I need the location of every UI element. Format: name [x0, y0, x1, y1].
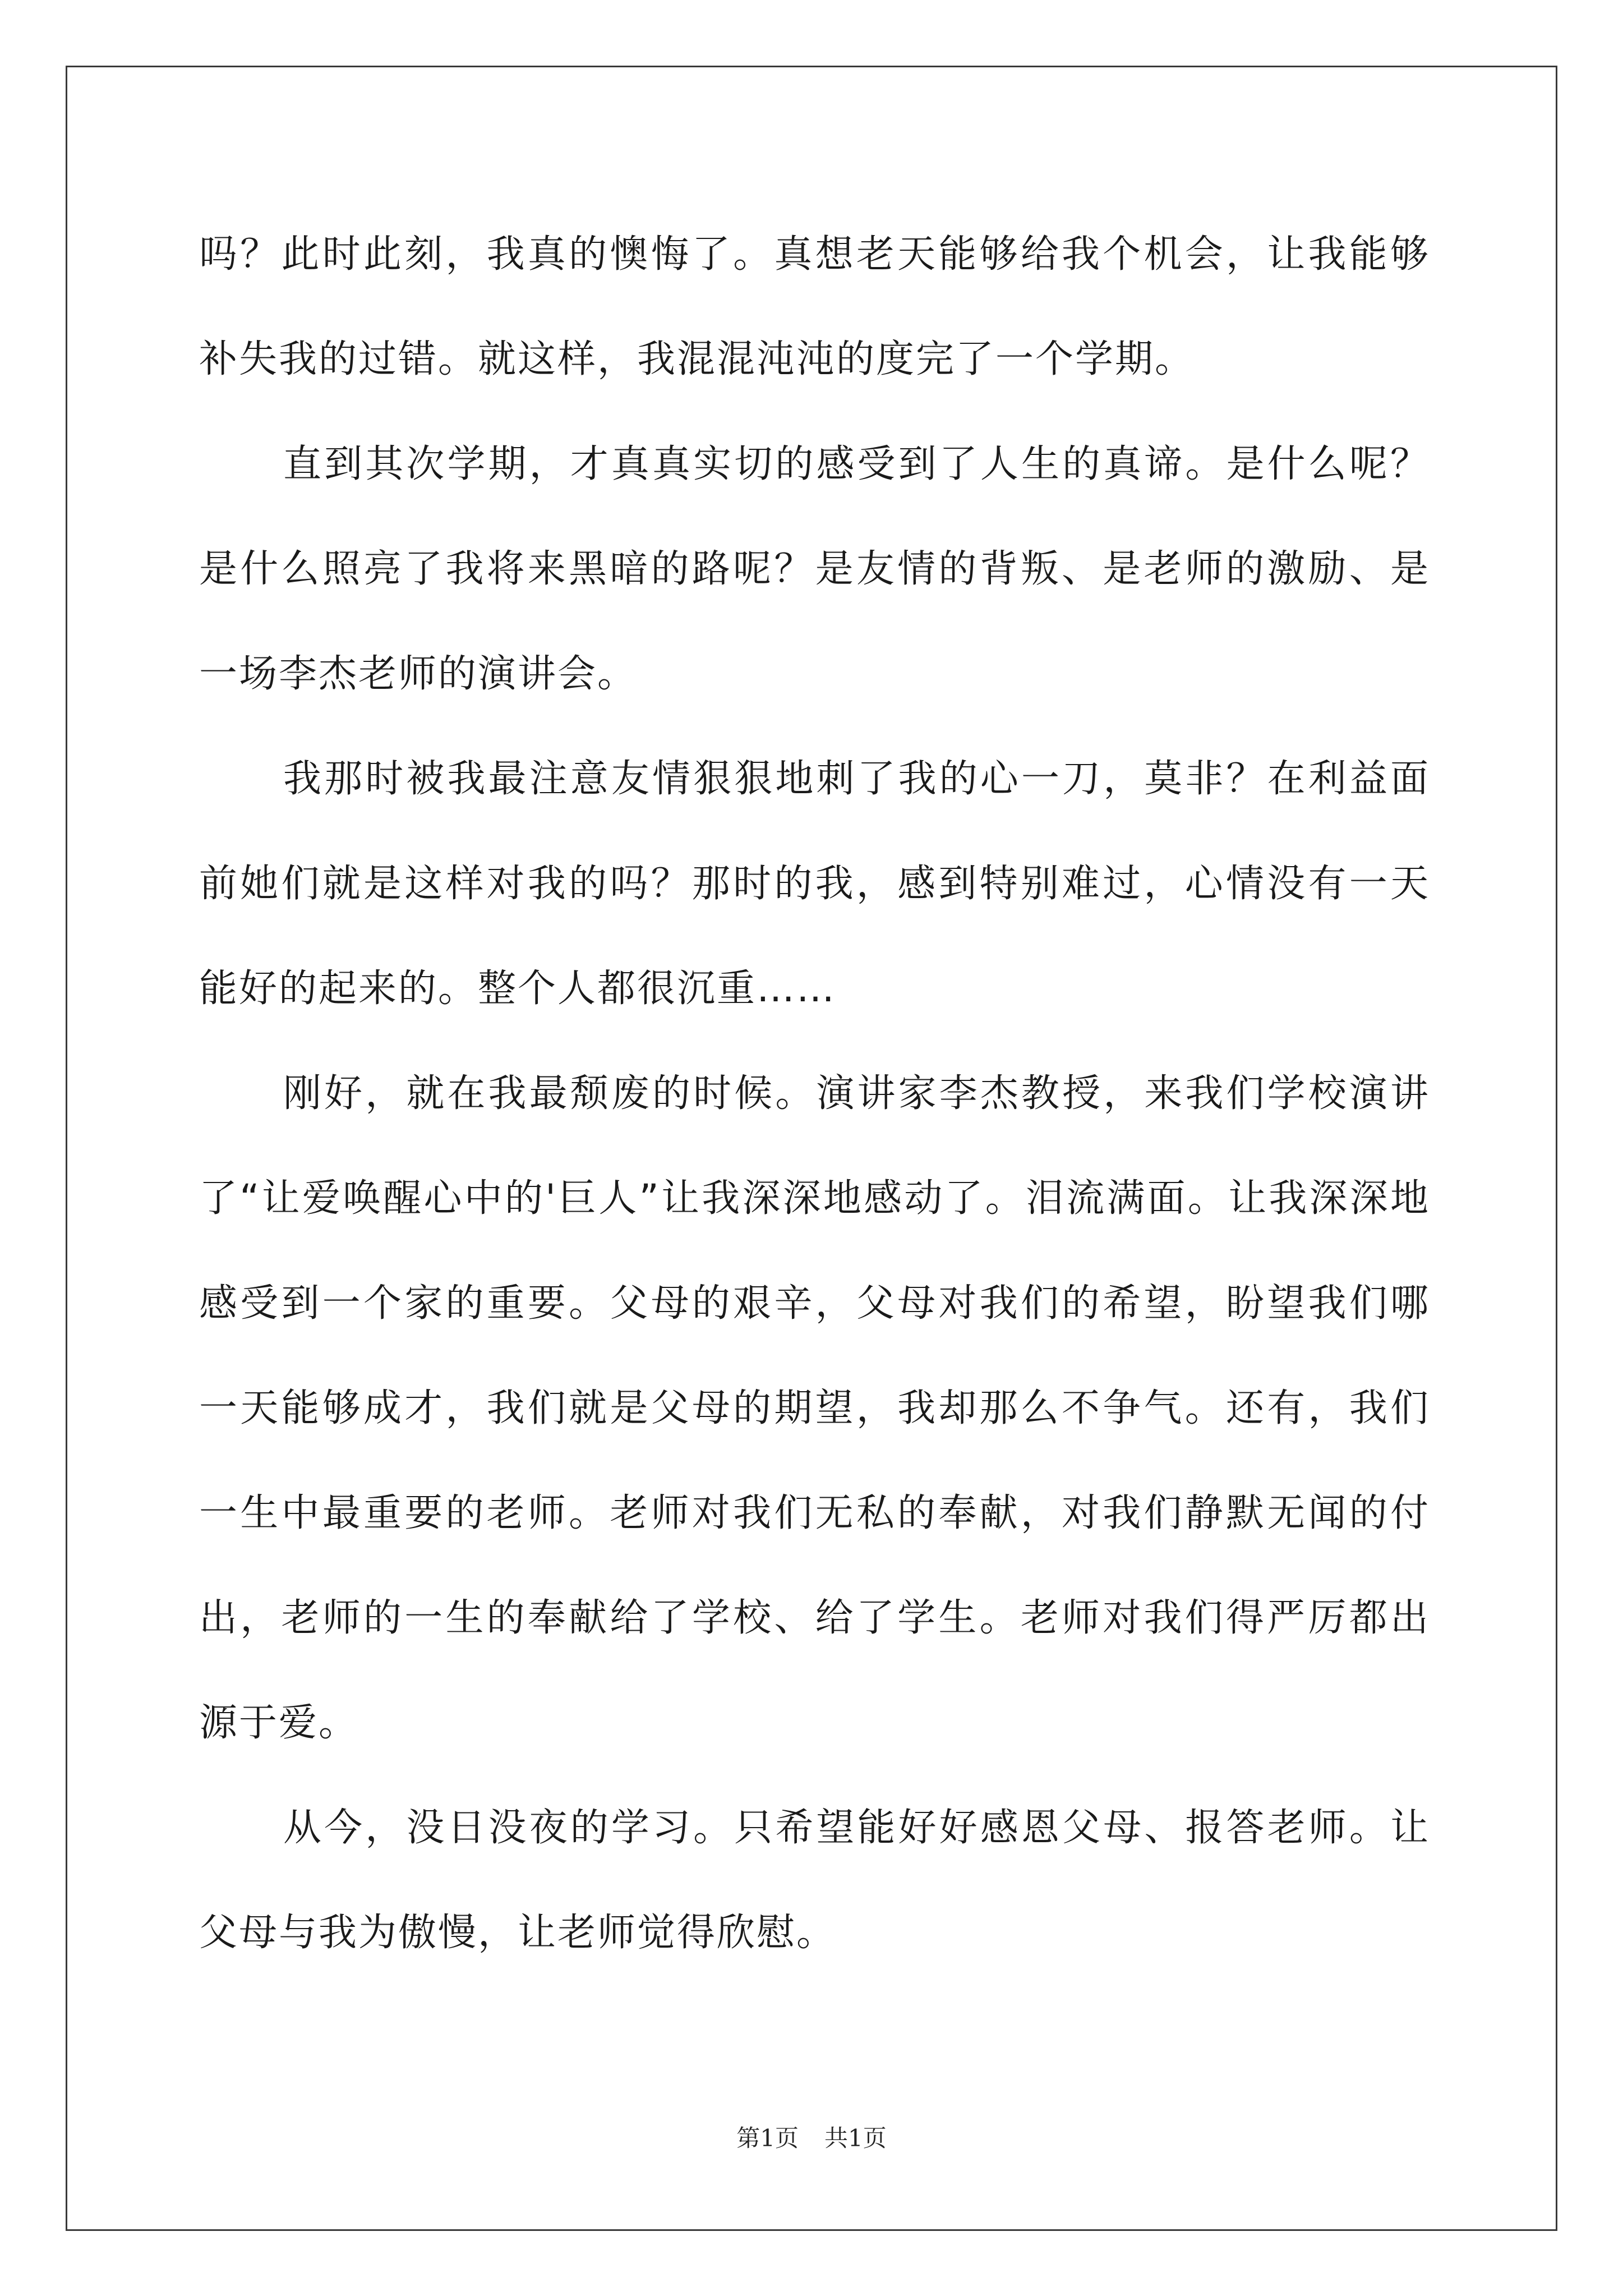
document-body [199, 202, 1430, 1985]
page-total: 共1页 [824, 2124, 887, 2152]
paragraph-5: 从今，没日没夜的学习。只希望能好好感恩父母、报答老师。让父母与我为傲慢，让老师觉得欣慰。 [199, 1806, 1430, 1955]
paragraph-2: 直到其次学期，才真真实切的感受到了人生的真谛。是什么呢？是什么照亮了我将来黑暗的路呢？是友情的背叛、是老师的激励、是一场李杰老师的演讲会。 [199, 442, 1430, 696]
paragraph-3: 我那时被我最注意友情狠狠地刺了我的心一刀，莫非？在利益面前她们就是这样对我的吗？那时的我，感到特别难过，心情没有一天能好的起来的。整个人都很沉重…… [199, 757, 1430, 1011]
paragraph-1: 吗？此时此刻，我真的懊悔了。真想老天能够给我个机会，让我能够补失我的过错。就这样，我混混沌沌的度完了一个学期。 [199, 232, 1430, 381]
paragraph-4: 刚好，就在我最颓废的时候。演讲家李杰教授，来我们学校演讲了“让爱唤醒心中的'巨人”让我深深地感动了。泪流满面。让我深深地感受到一个家的重要。父母的艰辛，父母对我们的希望，盼望我们哪一天能够成才，我们就是父母的期望，我却那么不争气。还有，我们一生中最重要的老师。老师对我们无私的奉献，对我们静默无闻的付出，老师的一生的奉献给了学校、给了学生。老师对我们得严厉都出源于爱。 [199, 1071, 1430, 1745]
page-number: 第1页 [736, 2124, 799, 2152]
page-footer [0, 2122, 1623, 2155]
